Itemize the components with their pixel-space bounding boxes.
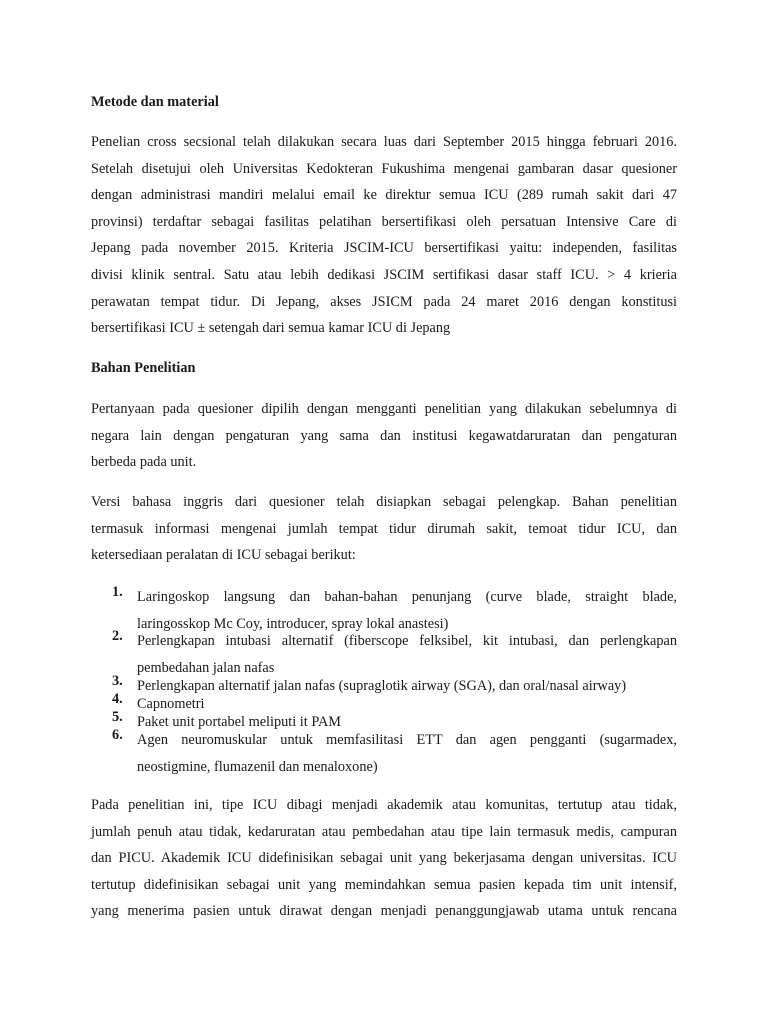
list-line: Laringoskop langsung dan bahan-bahan penunjang (curve blade, straight blade, [137,589,677,605]
list-line: laringosskop Mc Coy, introducer, spray lokal anastesi) [137,615,449,632]
paragraph-line: divisi klinik sentral. Satu atau lebih dedikasi JSCIM sertifikasi dasar staff ICU. > 4 krieria [91,266,677,283]
paragraph-line: Penelian cross secsional telah dilakukan secara luas dari September 2015 hingga februari 2016. [91,134,677,150]
list-number: 6. [112,727,123,743]
paragraph-line: berbeda pada unit. [91,454,197,471]
list-item-text [137,727,677,780]
paragraph-line: bersertifikasi ICU ± setengah dari semua kamar ICU di Jepang [91,320,451,337]
paragraph-line: tertutup didefinisikan sebagai unit yang memindahkan semua pasien kepada tim unit intensif, [91,876,677,893]
list-line: Agen neuromuskular untuk memfasilitasi ETT dan agen pengganti (sugarmadex, [137,732,677,748]
paragraph-line: Setelah disetujui oleh Universitas Kedokteran Fukushima mengenai gambaran dasar quesioner [91,160,677,177]
list-number: 3. [112,673,123,689]
paragraph-tipe-icu [91,792,677,925]
paragraph-line: ketersediaan peralatan di ICU sebagai berikut: [91,547,356,564]
paragraph-line: Pertanyaan pada quesioner dipilih dengan mengganti penelitian yang dilakukan sebelumnya di [91,401,677,417]
paragraph-line: perawatan tempat tidur. Di Jepang, akses JSICM pada 24 maret 2016 dengan konstitusi [91,293,677,310]
paragraph-line: Versi bahasa inggris dari quesioner telah disiapkan sebagai pelengkap. Bahan penelitian [91,494,677,510]
list-line: neostigmine, flumazenil dan menaloxone) [137,758,378,775]
paragraph-metode [91,129,677,342]
paragraph-line: yang menerima pasien untuk dirawat dengan menjadi penanggungjawab utama untuk rencana [91,903,677,920]
list-line: pembedahan jalan nafas [137,659,275,676]
heading-bahan-penelitian: Bahan Penelitian [91,360,196,376]
list-line: Capnometri [137,696,205,712]
paragraph-line: dan PICU. Akademik ICU didefinisikan sebagai unit yang bekerjasama dengan universitas. ICU [91,850,677,867]
paragraph-line: negara lain dengan pengaturan yang sama dan institusi kegawatdaruratan dan pengaturan [91,427,677,444]
list-number: 5. [112,709,123,725]
heading-metode-dan-material: Metode dan material [91,94,219,110]
paragraph-line: termasuk informasi mengenai jumlah tempat tidur dirumah sakit, temoat tidur ICU, dan [91,520,677,537]
paragraph-line: dengan administrasi mandiri melalui email ke direktur semua ICU (289 rumah sakit dari 47 [91,187,677,204]
paragraph-pertanyaan [91,396,677,476]
paragraph-line: provinsi) terdaftar sebagai fasilitas pelatihan bersertifikasi oleh persatuan Intensive Care di [91,213,677,230]
list-number: 2. [112,628,123,644]
list-number: 4. [112,691,123,707]
paragraph-line: Pada penelitian ini, tipe ICU dibagi menjadi akademik atau komunitas, tertutup atau tidak, [91,797,677,813]
list-line: Paket unit portabel meliputi it PAM [137,714,341,730]
list-line: Perlengkapan alternatif jalan nafas (supraglotik airway (SGA), dan oral/nasal airway) [137,678,627,694]
list-line: Perlengkapan intubasi alternatif (fiberscope felksibel, kit intubasi, dan perlengkapan [137,633,677,649]
list-number: 1. [112,584,123,600]
paragraph-line: jumlah penuh atau tidak, kedaruratan atau pembedahan atau tipe lain termasuk medis, campuran [91,823,677,840]
paragraph-line: Jepang pada november 2015. Kriteria JSCIM-ICU bersertifikasi yaitu: independen, fasilitas [91,240,677,257]
paragraph-versi [91,489,677,569]
